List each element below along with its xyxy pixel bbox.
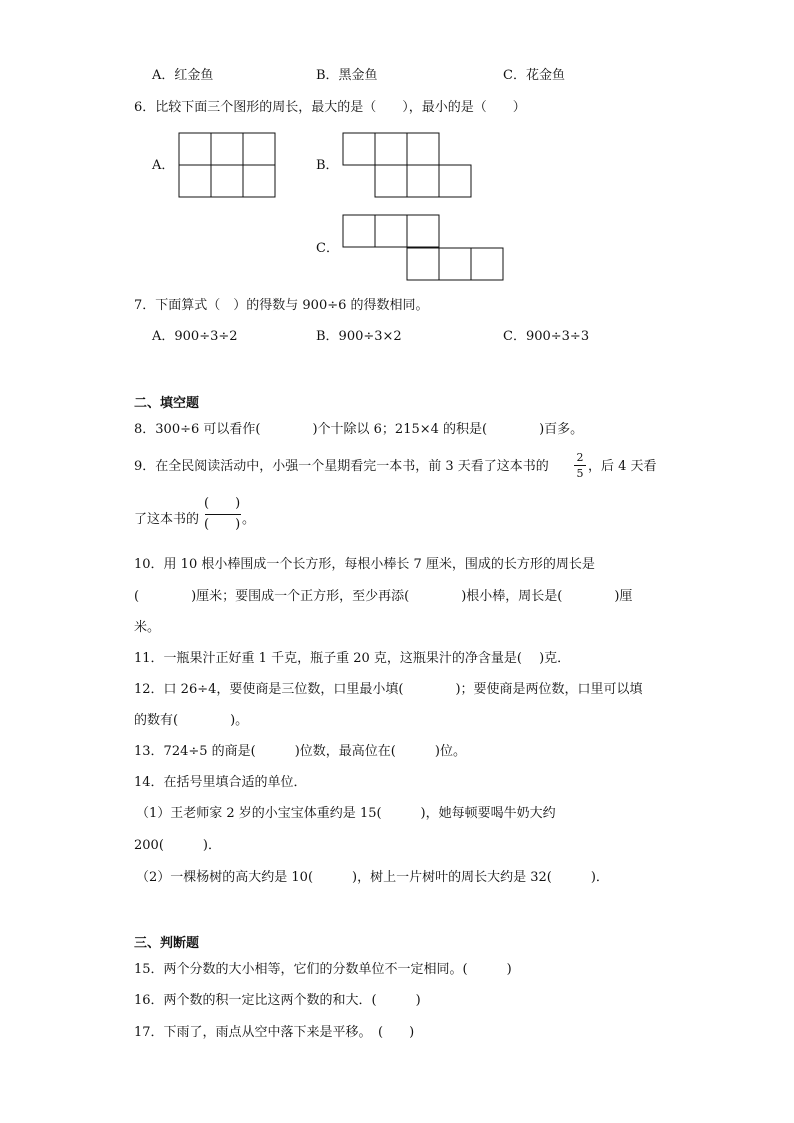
q10-line1: 10．用 10 根小棒围成一个长方形，每根小棒长 7 厘米，围成的长方形的周长是 [134, 557, 595, 572]
q10-line3: 米。 [134, 620, 161, 635]
q9-answer-denominator: ( ) [204, 517, 241, 532]
q12-line1: 12．口 26÷4，要使商是三位数，口里最小填( )；要使商是两位数，口里可以填 [134, 682, 643, 697]
q17-text: 17．下雨了，雨点从空中落下来是平移。 ( ) [134, 1025, 415, 1040]
q15-text: 15．两个分数的大小相等，它们的分数单位不一定相同。( ) [134, 962, 512, 977]
q7-stem: 7．下面算式（ ）的得数与 900÷6 的得数相同。 [134, 298, 429, 313]
q9-fraction-numerator: 2 [576, 451, 584, 464]
q14-part2: （2）一棵杨树的高大约是 10( )，树上一片树叶的周长大约是 32( )． [136, 870, 609, 885]
q5-option-c: C．花金鱼 [503, 68, 565, 83]
q9-answer-bar [205, 514, 241, 515]
q16-text: 16．两个数的积一定比这两个数的和大．( ) [134, 993, 421, 1008]
q6-figure-a [178, 132, 278, 198]
q13-text: 13．724÷5 的商是( )位数，最高位在( )位。 [134, 744, 466, 759]
q14-stem: 14．在括号里填合适的单位． [134, 775, 307, 790]
q10-line2: ( )厘米；要围成一个正方形，至少再添( )根小棒，周长是( )厘 [134, 589, 633, 604]
q6-stem: 6．比较下面三个图形的周长，最大的是（ ），最小的是（ ） [134, 100, 526, 115]
q7-option-a: A．900÷3÷2 [152, 329, 238, 344]
q9-line1: 9．在全民阅读活动中，小强一个星期看完一本书，前 3 天看了这本书的 [134, 459, 549, 474]
q6-label-a: A． [152, 158, 175, 173]
section-title-true-false: 三、判断题 [134, 936, 200, 951]
q6-label-b: B． [316, 158, 339, 173]
q14-part1-line2: 200( )． [134, 838, 221, 853]
q7-option-b: B．900÷3×2 [316, 329, 402, 344]
q6-label-c: C． [316, 241, 339, 256]
q14-part1-line1: （1）王老师家 2 岁的小宝宝体重约是 15( )，她每顿要喝牛奶大约 [136, 806, 556, 821]
q9-answer-numerator: ( ) [204, 496, 241, 511]
q9-line2-end: 。 [242, 512, 256, 527]
section-title-fill-in: 二、填空题 [134, 396, 200, 411]
q9-fraction-bar [574, 465, 586, 466]
q5-option-a: A．红金鱼 [152, 68, 214, 83]
q5-option-b: B．黑金鱼 [316, 68, 378, 83]
q7-option-c: C．900÷3÷3 [503, 329, 590, 344]
q11-text: 11．一瓶果汁正好重 1 千克，瓶子重 20 克，这瓶果汁的净含量是( )克． [134, 651, 571, 666]
q6-figure-c [342, 214, 506, 282]
q6-figure-b [342, 132, 474, 198]
q8-text: 8．300÷6 可以看作( )个十除以 6；215×4 的积是( )百多。 [134, 422, 584, 437]
q9-line1-end: ，后 4 天看 [588, 459, 657, 474]
q9-fraction-denominator: 5 [576, 467, 584, 480]
q9-line2: 了这本书的 [134, 512, 200, 527]
q12-line2: 的数有( )。 [134, 713, 249, 728]
